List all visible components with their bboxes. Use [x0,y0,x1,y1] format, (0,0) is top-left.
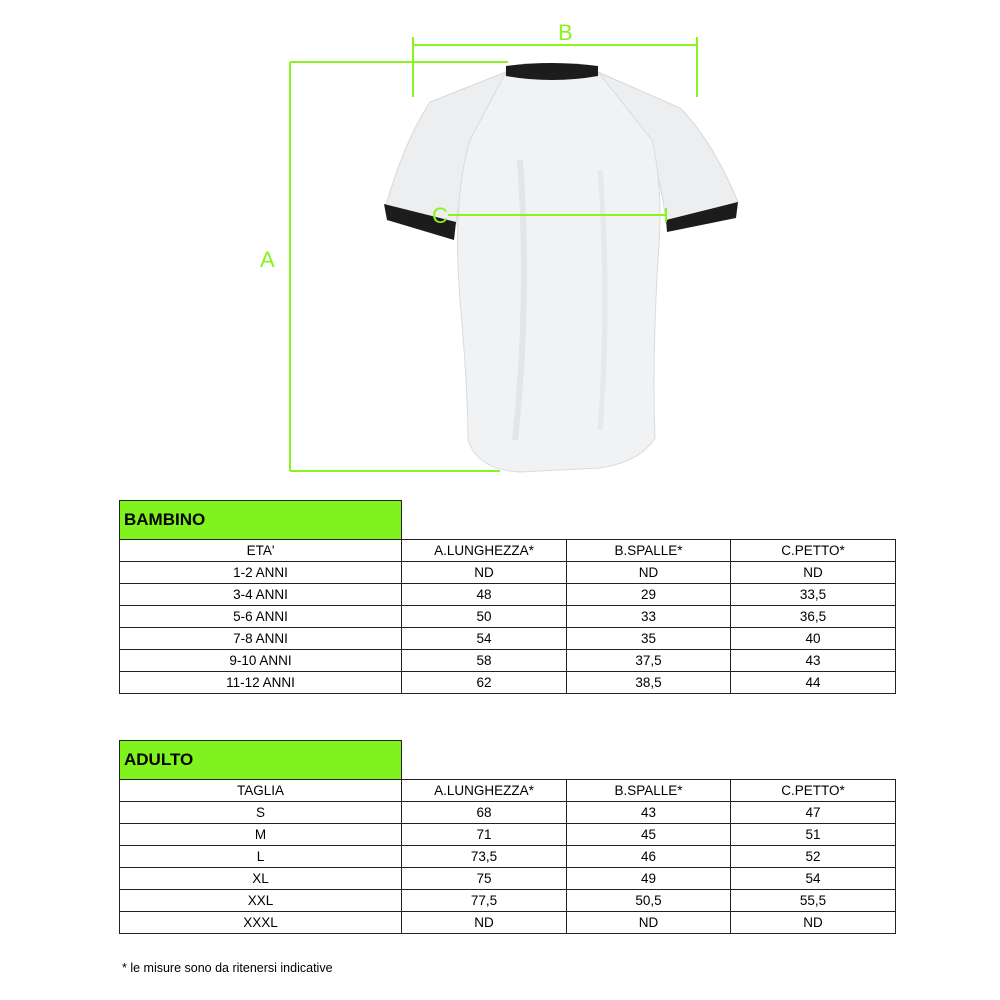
table-cell: 1-2 ANNI [120,562,402,584]
table-cell: 33 [567,606,731,628]
table-header-row [120,540,896,562]
table-cell: 29 [567,584,731,606]
table-cell: M [120,824,402,846]
adult-size-table [119,740,896,934]
table-row [120,868,896,890]
table-cell: 52 [731,846,896,868]
table-cell: 68 [402,802,567,824]
table-cell: 9-10 ANNI [120,650,402,672]
table-title: ADULTO [120,741,402,780]
table-cell: 58 [402,650,567,672]
table-cell: 50 [402,606,567,628]
column-header: ETA' [120,540,402,562]
table-cell: 51 [731,824,896,846]
column-header: B.SPALLE* [567,780,731,802]
table-cell: 54 [402,628,567,650]
table-cell: 75 [402,868,567,890]
table-cell: 44 [731,672,896,694]
label-b: B [558,20,573,45]
table-cell: ND [567,912,731,934]
table-title-row [120,741,896,780]
table-cell: 54 [731,868,896,890]
table-cell: L [120,846,402,868]
table-header-row [120,780,896,802]
table-cell: 40 [731,628,896,650]
tshirt-measurement-diagram [0,0,1000,490]
table-cell: 47 [731,802,896,824]
label-c: C [432,203,448,228]
table-cell: ND [402,562,567,584]
table-row [120,650,896,672]
table-cell: 45 [567,824,731,846]
table-cell: 55,5 [731,890,896,912]
table-cell: 11-12 ANNI [120,672,402,694]
table-cell: XXL [120,890,402,912]
table-row [120,912,896,934]
column-header: B.SPALLE* [567,540,731,562]
table-cell: 5-6 ANNI [120,606,402,628]
label-a: A [260,247,275,272]
table-cell: XXXL [120,912,402,934]
table-cell: 48 [402,584,567,606]
table-title: BAMBINO [120,501,402,540]
column-header: C.PETTO* [731,540,896,562]
table-cell: 36,5 [731,606,896,628]
collar-trim [506,63,598,80]
table-row [120,606,896,628]
table-cell: 43 [567,802,731,824]
column-header: A.LUNGHEZZA* [402,780,567,802]
table-cell: ND [731,562,896,584]
table-cell: 35 [567,628,731,650]
table-title-row [120,501,896,540]
table-cell: 50,5 [567,890,731,912]
table-cell: 3-4 ANNI [120,584,402,606]
table-cell: ND [567,562,731,584]
tshirt-illustration [384,63,738,472]
table-cell: 62 [402,672,567,694]
table-cell: 49 [567,868,731,890]
table-row [120,890,896,912]
table-cell: ND [402,912,567,934]
table-row [120,628,896,650]
table-row [120,824,896,846]
column-header: C.PETTO* [731,780,896,802]
column-header: TAGLIA [120,780,402,802]
table-cell: 43 [731,650,896,672]
table-cell: 77,5 [402,890,567,912]
shirt-body [458,72,660,472]
table-row [120,802,896,824]
table-row [120,672,896,694]
table-cell: 33,5 [731,584,896,606]
table-cell: 38,5 [567,672,731,694]
table-row [120,584,896,606]
child-size-table [119,500,896,694]
column-header: A.LUNGHEZZA* [402,540,567,562]
table-cell: 73,5 [402,846,567,868]
table-row [120,562,896,584]
table-cell: 7-8 ANNI [120,628,402,650]
table-cell: 71 [402,824,567,846]
table-cell: S [120,802,402,824]
table-cell: ND [731,912,896,934]
table-cell: 37,5 [567,650,731,672]
table-row [120,846,896,868]
footnote: * le misure sono da ritenersi indicative [122,961,333,975]
table-cell: 46 [567,846,731,868]
table-cell: XL [120,868,402,890]
